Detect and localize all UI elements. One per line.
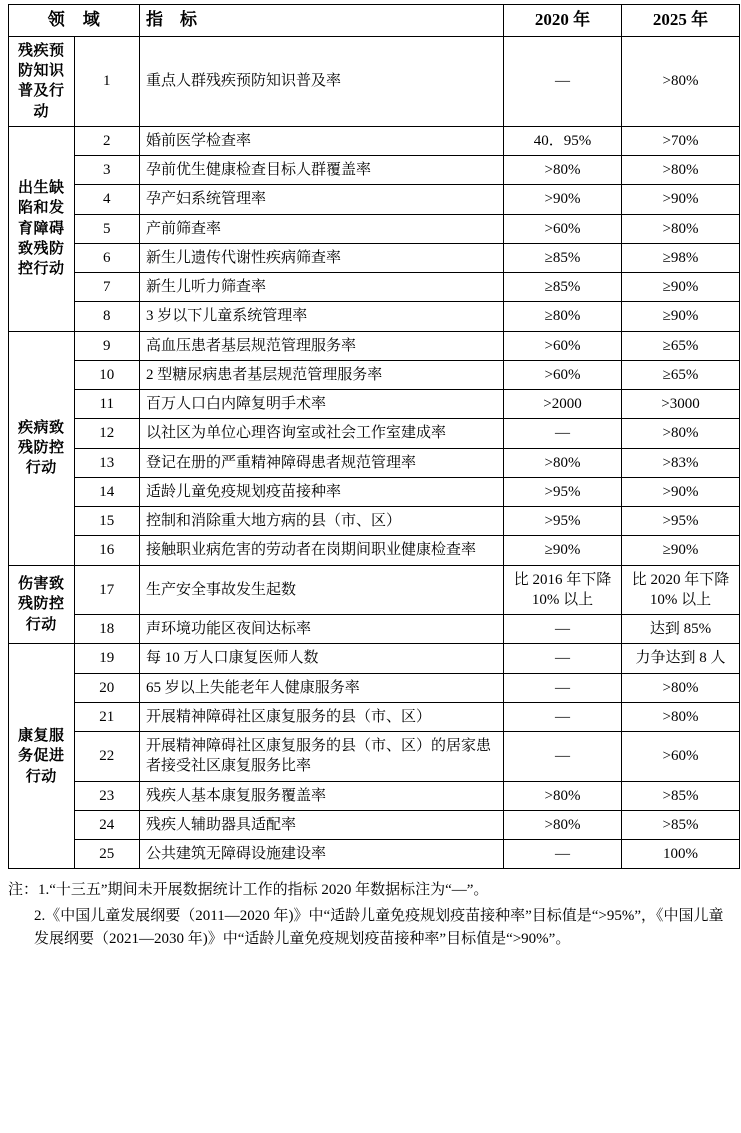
value-2025: ≥65% — [622, 331, 740, 360]
value-2020: ≥80% — [504, 302, 622, 331]
value-2025: >70% — [622, 126, 740, 155]
indicator-name: 公共建筑无障碍设施建设率 — [140, 840, 504, 869]
indicator-name: 接触职业病危害的劳动者在岗期间职业健康检查率 — [140, 536, 504, 565]
table-row — [9, 507, 740, 536]
indicator-table — [8, 4, 740, 869]
indicator-name: 新生儿听力筛查率 — [140, 273, 504, 302]
table-row — [9, 732, 740, 782]
notes-block — [8, 879, 733, 951]
indicator-name: 残疾人基本康复服务覆盖率 — [140, 781, 504, 810]
indicator-name: 新生儿遗传代谢性疾病筛查率 — [140, 243, 504, 272]
value-2025: >80% — [622, 156, 740, 185]
table-row — [9, 536, 740, 565]
value-2020: >90% — [504, 185, 622, 214]
value-2020: >80% — [504, 448, 622, 477]
table-body — [9, 36, 740, 869]
value-2020: ≥90% — [504, 536, 622, 565]
table-row — [9, 419, 740, 448]
row-number: 6 — [74, 243, 140, 272]
domain-cell: 伤害致残防控行动 — [9, 565, 75, 644]
table-row — [9, 126, 740, 155]
value-2020: >60% — [504, 331, 622, 360]
table-row — [9, 673, 740, 702]
table-header-row — [9, 5, 740, 37]
value-2020: >80% — [504, 781, 622, 810]
row-number: 22 — [74, 732, 140, 782]
value-2025: ≥65% — [622, 360, 740, 389]
domain-cell: 疾病致残防控行动 — [9, 331, 75, 565]
indicator-name: 残疾人辅助器具适配率 — [140, 810, 504, 839]
indicator-name: 声环境功能区夜间达标率 — [140, 615, 504, 644]
value-2025: 100% — [622, 840, 740, 869]
table-row — [9, 644, 740, 673]
value-2025: ≥90% — [622, 302, 740, 331]
row-number: 20 — [74, 673, 140, 702]
value-2020: — — [504, 732, 622, 782]
row-number: 15 — [74, 507, 140, 536]
table-row — [9, 810, 740, 839]
row-number: 1 — [74, 36, 140, 126]
value-2020: >60% — [504, 214, 622, 243]
value-2020: — — [504, 419, 622, 448]
value-2020: >60% — [504, 360, 622, 389]
row-number: 21 — [74, 702, 140, 731]
value-2025: >95% — [622, 507, 740, 536]
row-number: 3 — [74, 156, 140, 185]
value-2020: — — [504, 644, 622, 673]
value-2025: >85% — [622, 781, 740, 810]
indicator-name: 产前筛查率 — [140, 214, 504, 243]
value-2020: ≥85% — [504, 273, 622, 302]
value-2025: >60% — [622, 732, 740, 782]
note-text-1: 1.“十三五”期间未开展数据统计工作的指标 2020 年数据标注为“—”。 — [38, 882, 489, 899]
row-number: 18 — [74, 615, 140, 644]
row-number: 5 — [74, 214, 140, 243]
value-2020: — — [504, 615, 622, 644]
table-row — [9, 273, 740, 302]
indicator-name: 每 10 万人口康复医师人数 — [140, 644, 504, 673]
indicator-name: 控制和消除重大地方病的县（市、区） — [140, 507, 504, 536]
row-number: 7 — [74, 273, 140, 302]
note-text-2: 2.《中国儿童发展纲要（2011—2020 年)》中“适龄儿童免疫规划疫苗接种率”目标值是“>95%”，《中国儿童发展纲要（2021—2030 年)》中“适龄儿童免疫规划疫苗接种率”目标值是“>90%”。 — [34, 907, 724, 947]
table-row — [9, 331, 740, 360]
value-2025: 力争达到 8 人 — [622, 644, 740, 673]
note-item-2 — [8, 905, 733, 952]
row-number: 4 — [74, 185, 140, 214]
domain-cell: 出生缺陷和发育障碍致残防控行动 — [9, 126, 75, 331]
indicator-name: 生产安全事故发生起数 — [140, 565, 504, 615]
table-row — [9, 565, 740, 615]
table-row — [9, 702, 740, 731]
row-number: 2 — [74, 126, 140, 155]
row-number: 17 — [74, 565, 140, 615]
value-2020: ≥85% — [504, 243, 622, 272]
value-2020: 比 2016 年下降 10% 以上 — [504, 565, 622, 615]
value-2025: >83% — [622, 448, 740, 477]
indicator-name: 适龄儿童免疫规划疫苗接种率 — [140, 477, 504, 506]
notes-label: 注： — [8, 882, 39, 899]
column-header-2025: 2025 年 — [622, 5, 740, 37]
domain-cell: 残疾预防知识普及行动 — [9, 36, 75, 126]
value-2025: >90% — [622, 477, 740, 506]
indicator-name: 登记在册的严重精神障碍患者规范管理率 — [140, 448, 504, 477]
value-2020: — — [504, 702, 622, 731]
value-2025: 达到 85% — [622, 615, 740, 644]
value-2020: — — [504, 36, 622, 126]
row-number: 16 — [74, 536, 140, 565]
value-2020: — — [504, 673, 622, 702]
row-number: 24 — [74, 810, 140, 839]
indicator-name: 百万人口白内障复明手术率 — [140, 390, 504, 419]
indicator-name: 65 岁以上失能老年人健康服务率 — [140, 673, 504, 702]
value-2025: >3000 — [622, 390, 740, 419]
table-row — [9, 214, 740, 243]
row-number: 11 — [74, 390, 140, 419]
row-number: 14 — [74, 477, 140, 506]
table-row — [9, 36, 740, 126]
value-2025: ≥90% — [622, 273, 740, 302]
indicator-name: 开展精神障碍社区康复服务的县（市、区）的居家患者接受社区康复服务比率 — [140, 732, 504, 782]
column-header-2020: 2020 年 — [504, 5, 622, 37]
table-row — [9, 448, 740, 477]
value-2025: >80% — [622, 419, 740, 448]
value-2025: >80% — [622, 214, 740, 243]
value-2020: >80% — [504, 810, 622, 839]
row-number: 19 — [74, 644, 140, 673]
row-number: 10 — [74, 360, 140, 389]
domain-cell: 康复服务促进行动 — [9, 644, 75, 869]
note-item-1 — [8, 879, 733, 902]
table-row — [9, 243, 740, 272]
table-row — [9, 156, 740, 185]
value-2025: ≥90% — [622, 536, 740, 565]
table-row — [9, 615, 740, 644]
row-number: 23 — [74, 781, 140, 810]
indicator-name: 孕产妇系统管理率 — [140, 185, 504, 214]
value-2020: 40．95% — [504, 126, 622, 155]
value-2020: >80% — [504, 156, 622, 185]
table-row — [9, 840, 740, 869]
row-number: 9 — [74, 331, 140, 360]
value-2025: ≥98% — [622, 243, 740, 272]
table-row — [9, 360, 740, 389]
indicator-name: 孕前优生健康检查目标人群覆盖率 — [140, 156, 504, 185]
value-2020: >2000 — [504, 390, 622, 419]
value-2025: >80% — [622, 673, 740, 702]
indicator-name: 3 岁以下儿童系统管理率 — [140, 302, 504, 331]
column-header-domain: 领 域 — [9, 5, 140, 37]
value-2025: >85% — [622, 810, 740, 839]
value-2025: 比 2020 年下降 10% 以上 — [622, 565, 740, 615]
value-2020: >95% — [504, 507, 622, 536]
table-row — [9, 185, 740, 214]
table-head — [9, 5, 740, 37]
row-number: 12 — [74, 419, 140, 448]
row-number: 8 — [74, 302, 140, 331]
table-row — [9, 390, 740, 419]
indicator-name: 重点人群残疾预防知识普及率 — [140, 36, 504, 126]
table-row — [9, 302, 740, 331]
table-row — [9, 781, 740, 810]
row-number: 13 — [74, 448, 140, 477]
value-2020: >95% — [504, 477, 622, 506]
indicator-name: 开展精神障碍社区康复服务的县（市、区） — [140, 702, 504, 731]
value-2020: — — [504, 840, 622, 869]
value-2025: >80% — [622, 36, 740, 126]
table-row — [9, 477, 740, 506]
column-header-indicator: 指 标 — [140, 5, 504, 37]
indicator-name: 婚前医学检查率 — [140, 126, 504, 155]
indicator-name: 以社区为单位心理咨询室或社会工作室建成率 — [140, 419, 504, 448]
indicator-name: 2 型糖尿病患者基层规范管理服务率 — [140, 360, 504, 389]
indicator-name: 高血压患者基层规范管理服务率 — [140, 331, 504, 360]
value-2025: >80% — [622, 702, 740, 731]
value-2025: >90% — [622, 185, 740, 214]
row-number: 25 — [74, 840, 140, 869]
